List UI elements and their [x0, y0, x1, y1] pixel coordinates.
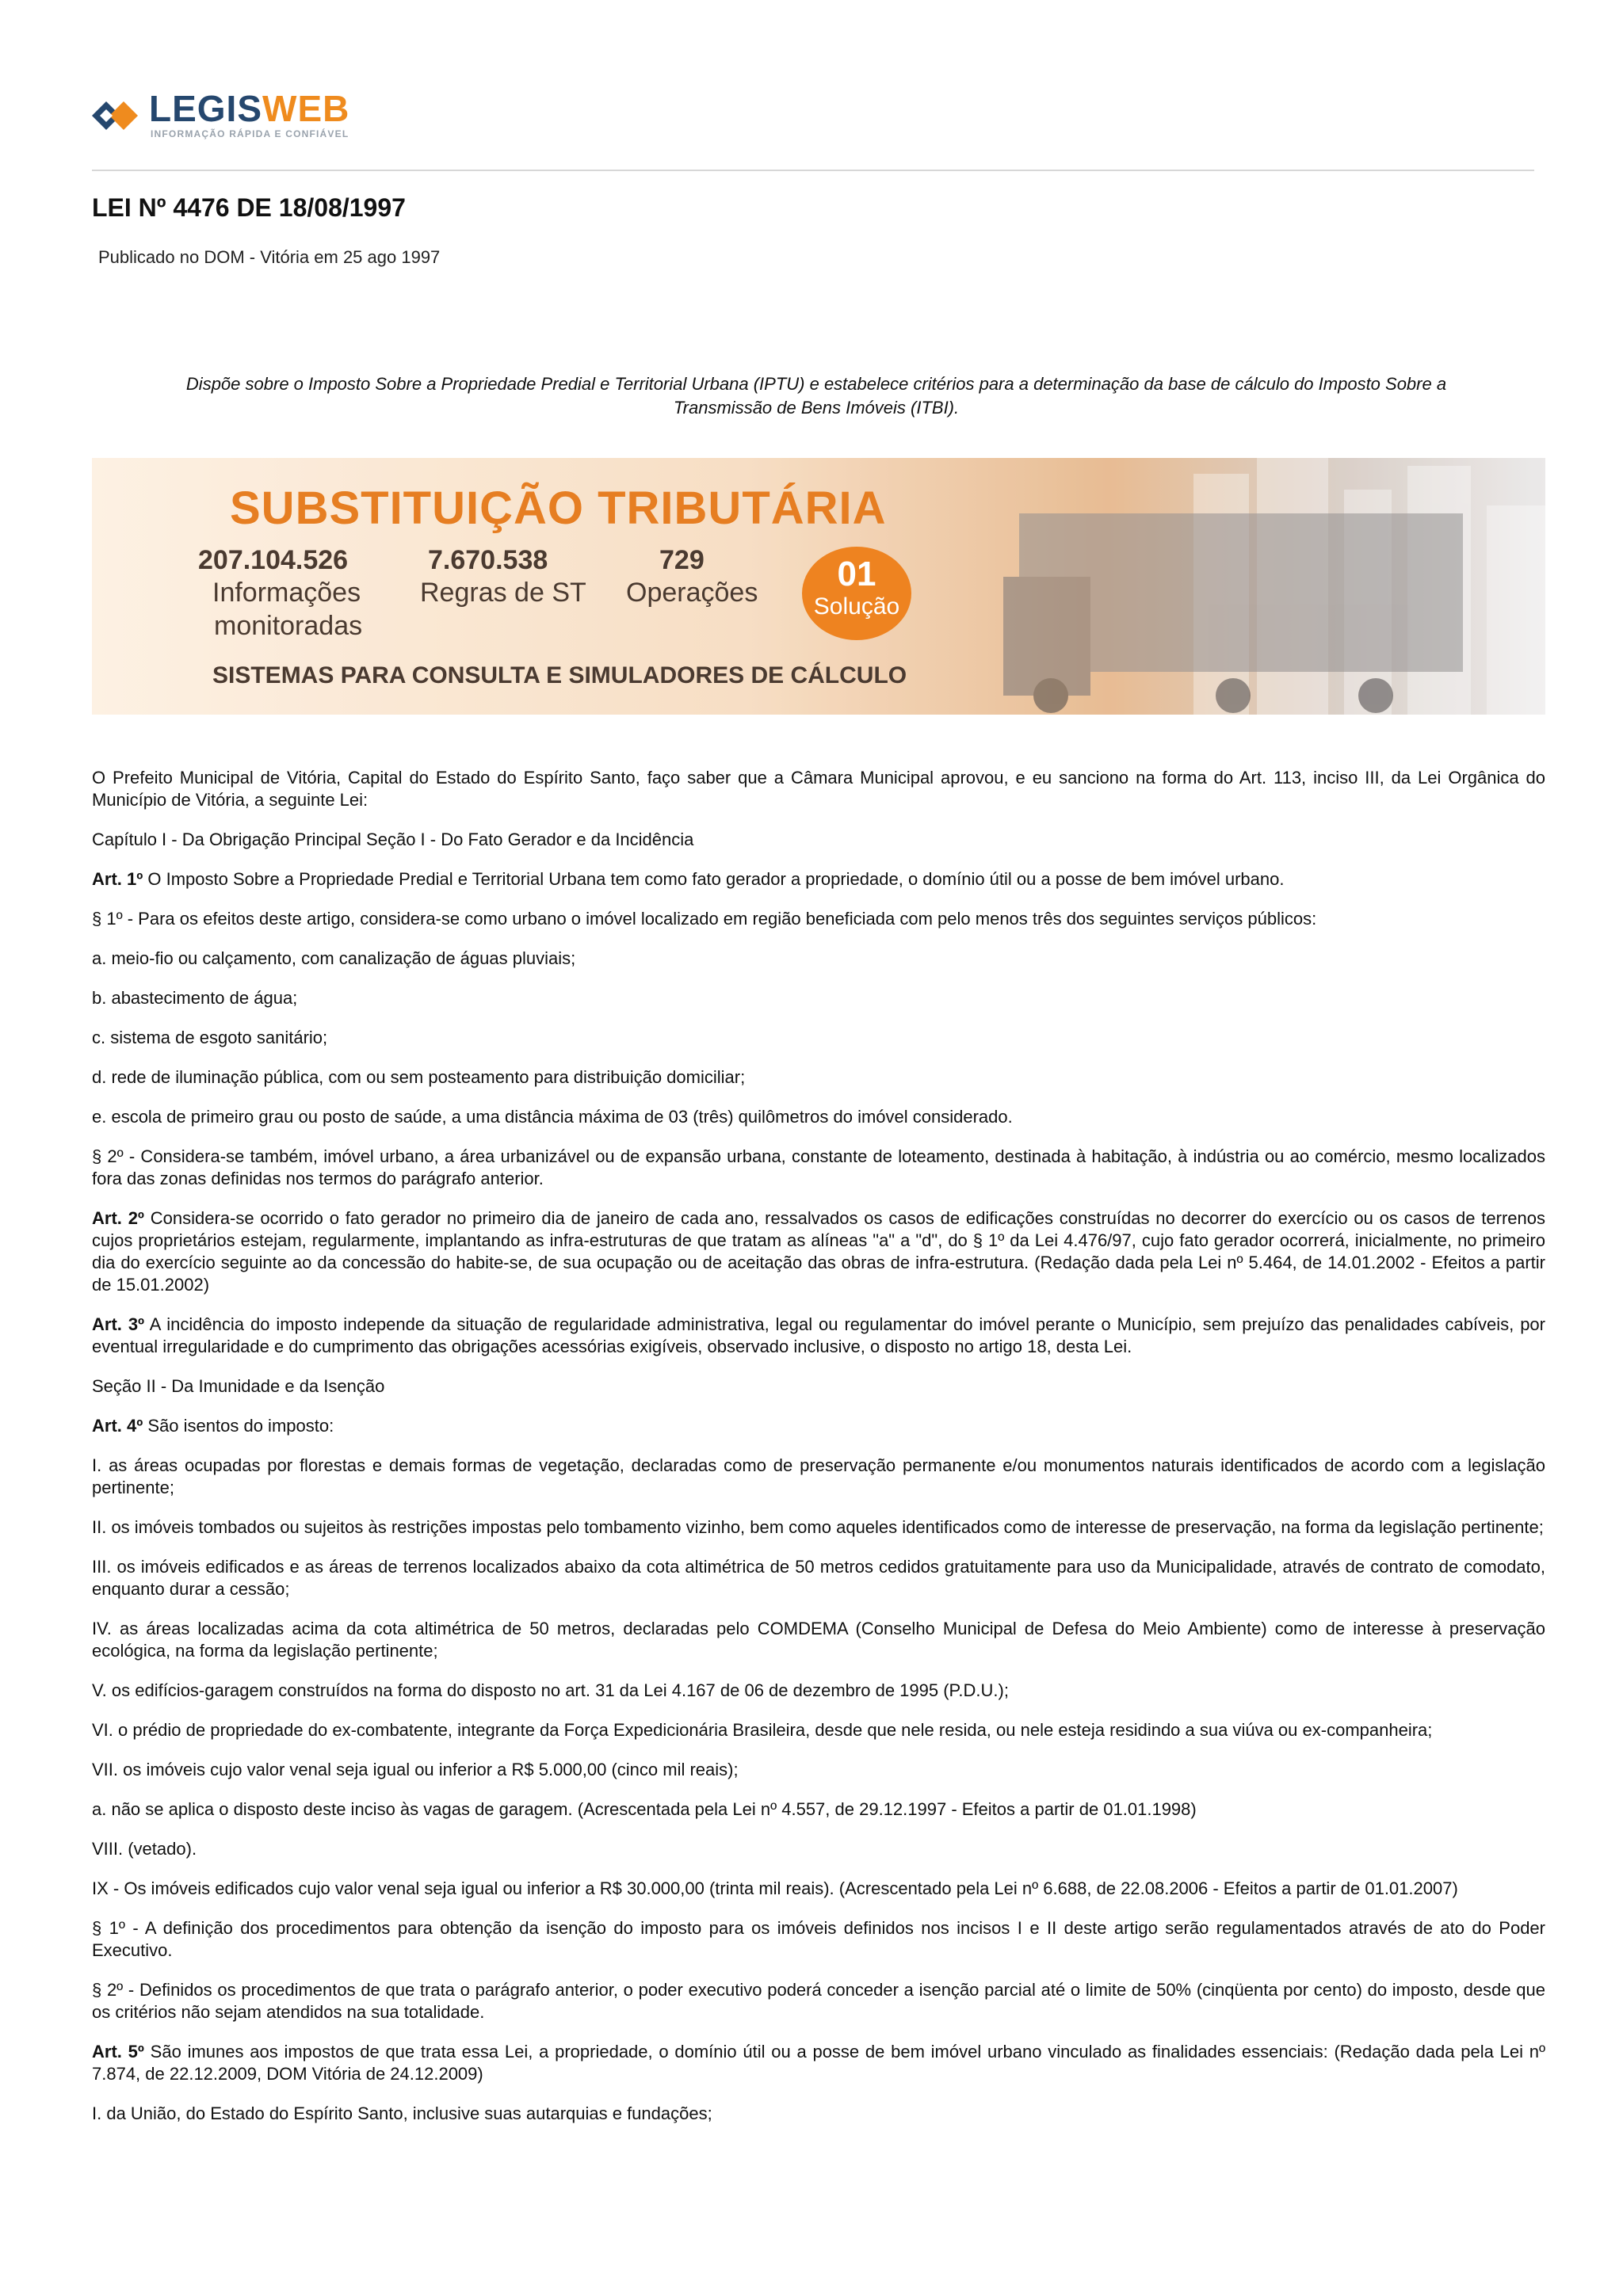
article-1 — [92, 868, 1545, 891]
list-item: VII. os imóveis cujo valor venal seja igual ou inferior a R$ 5.000,00 (cinco mil reais); — [92, 1760, 739, 1779]
ad-banner[interactable] — [92, 458, 1545, 715]
banner-stat-label: Operações — [626, 578, 758, 608]
banner-title: SUBSTITUIÇÃO TRIBUTÁRIA — [230, 482, 887, 534]
article-2 — [92, 1207, 1545, 1296]
list-item: I. as áreas ocupadas por florestas e demais formas de vegetação, declaradas como de preservação permanente e/ou monumentos naturais identificados de acordo com a legislação pertinente; — [92, 1455, 1545, 1497]
list-item: I. da União, do Estado do Espírito Santo, inclusive suas autarquias e fundações; — [92, 2103, 712, 2123]
logo-wordmark — [149, 87, 349, 130]
list-item: d. rede de iluminação pública, com ou sem posteamento para distribuição domiciliar; — [92, 1067, 746, 1087]
banner-stat-number: 7.670.538 — [428, 545, 548, 575]
paragraph: § 2º - Definidos os procedimentos de que trata o parágrafo anterior, o poder executivo poderá conceder a isenção parcial até o limite de 50% (cinqüenta por cento) do imposto, desde que os critérios não sejam atendidos na sua totalidade. — [92, 1980, 1545, 2022]
banner-stat-label: Regras de ST — [420, 578, 586, 608]
header-divider — [92, 170, 1534, 171]
article-4 — [92, 1415, 1545, 1437]
article-text: O Imposto Sobre a Propriedade Predial e Territorial Urbana tem como fato gerador a propriedade, o domínio útil ou a posse de bem imóvel urbano. — [143, 869, 1285, 889]
article-label: Art. 2º — [92, 1208, 144, 1228]
law-body — [92, 767, 1545, 2142]
article-label: Art. 3º — [92, 1314, 145, 1334]
article-text: São isentos do imposto: — [143, 1416, 334, 1436]
banner-stat-number: 207.104.526 — [198, 545, 349, 575]
banner-stat-label: monitoradas — [214, 611, 363, 641]
banner-stat-label: Informações — [212, 578, 361, 608]
paragraph: § 1º - A definição dos procedimentos para obtenção da isenção do imposto para os imóveis definidos nos incisos I e II deste artigo serão regulamentados através de ato do Poder Executivo. — [92, 1918, 1545, 1960]
publication-info: Publicado no DOM - Vitória em 25 ago 1997 — [98, 247, 441, 267]
paragraph: § 1º - Para os efeitos deste artigo, considera-se como urbano o imóvel localizado em região beneficiada com pelo menos três dos seguintes serviços públicos: — [92, 909, 1317, 929]
list-item: VIII. (vetado). — [92, 1839, 197, 1859]
logo-name-legis: LEGIS — [149, 88, 263, 129]
article-label: Art. 5º — [92, 2042, 144, 2061]
list-item: III. os imóveis edificados e as áreas de terrenos localizados abaixo da cota altimétrica de 50 metros cedidos gratuitamente para uso da Municipalidade, através de contrato de comodato, enquanto durar a cessão; — [92, 1557, 1545, 1599]
paragraph: § 2º - Considera-se também, imóvel urbano, a área urbanizável ou de expansão urbana, constante de loteamento, destinada à habitação, à indústria ou ao comércio, mesmo localizados fora das zonas definidas nos termos do parágrafo anterior. — [92, 1146, 1545, 1188]
list-item: a. meio-fio ou calçamento, com canalização de águas pluviais; — [92, 948, 576, 968]
list-item: e. escola de primeiro grau ou posto de saúde, a uma distância máxima de 03 (três) quilômetros do imóvel considerado. — [92, 1107, 1013, 1127]
article-label: Art. 1º — [92, 869, 143, 889]
chapter-heading: Capítulo I - Da Obrigação Principal Seção I - Do Fato Gerador e da Incidência — [92, 830, 694, 849]
article-text: A incidência do imposto independe da situação de regularidade administrativa, legal ou regulamentar do imóvel perante o Município, sem prejuízo das penalidades cabíveis, por eventual irregularidade e do cumprimento das obrigações acessórias exigíveis, observado inclusive, o disposto no artigo 18, desta Lei. — [92, 1314, 1545, 1356]
list-item: b. abastecimento de água; — [92, 988, 298, 1008]
article-text: São imunes aos impostos de que trata essa Lei, a propriedade, o domínio útil ou a posse de bem imóvel urbano vinculado as finalidades essenciais: (Redação dada pela Lei nº 7.874, de 22.12.2009, DOM Vitória de 24.12.2009) — [92, 2042, 1545, 2084]
article-label: Art. 4º — [92, 1416, 143, 1436]
section-heading: Seção II - Da Imunidade e da Isenção — [92, 1376, 385, 1396]
list-item: IV. as áreas localizadas acima da cota altimétrica de 50 metros, declaradas pelo COMDEMA (Conselho Municipal de Defesa do Meio Ambiente) como de interesse à preservação ecológica, na forma da legislação pertinente; — [92, 1619, 1545, 1661]
badge-label: Solução — [813, 593, 900, 620]
legisweb-logo-icon — [89, 92, 141, 138]
banner-solution-badge — [802, 547, 911, 640]
badge-number: 01 — [837, 555, 876, 593]
banner-footer: SISTEMAS PARA CONSULTA E SIMULADORES DE CÁLCULO — [212, 662, 907, 688]
list-item: VI. o prédio de propriedade do ex-combatente, integrante da Força Expedicionária Brasileira, desde que nele resida, ou nele esteja residindo a sua viúva ou ex-companheira; — [92, 1720, 1433, 1740]
article-3 — [92, 1314, 1545, 1358]
logo-tagline: INFORMAÇÃO RÁPIDA E CONFIÁVEL — [151, 128, 349, 139]
list-item: IX - Os imóveis edificados cujo valor venal seja igual ou inferior a R$ 30.000,00 (trinta mil reais). (Acrescentado pela Lei nº 6.688, de 22.08.2006 - Efeitos a partir de 01.01.2007) — [92, 1878, 1458, 1898]
page-title: LEI Nº 4476 DE 18/08/1997 — [92, 193, 406, 222]
article-5 — [92, 2041, 1545, 2085]
list-item: II. os imóveis tombados ou sujeitos às restrições impostas pelo tombamento vizinho, bem como aqueles identificados como de interesse de preservação, na forma da legislação pertinente; — [92, 1517, 1544, 1537]
list-item: c. sistema de esgoto sanitário; — [92, 1028, 328, 1047]
list-item: V. os edifícios-garagem construídos na forma do disposto no art. 31 da Lei 4.167 de 06 de dezembro de 1995 (P.D.U.); — [92, 1680, 1009, 1700]
list-item: a. não se aplica o disposto deste inciso às vagas de garagem. (Acrescentada pela Lei nº 4.557, de 29.12.1997 - Efeitos a partir de 01.01.1998) — [92, 1799, 1197, 1819]
banner-stat-number: 729 — [659, 545, 705, 575]
law-summary: Dispõe sobre o Imposto Sobre a Propriedade Predial e Territorial Urbana (IPTU) e estabelece critérios para a determinação da base de cálculo do Imposto Sobre a Transmissão de Bens Imóveis (ITBI). — [185, 374, 1447, 418]
article-text: Considera-se ocorrido o fato gerador no primeiro dia de janeiro de cada ano, ressalvados os casos de edificações construídas no decorrer do exercício ou os casos de terrenos cujos proprietários estejam, regularmente, implantando as infra-estruturas de que tratam as alíneas "a" a "d", do § 1º da Lei 4.476/97, cujo fato gerador ocorrerá, inicialmente, no primeiro dia do exercício seguinte ao da concessão do habite-se, de sua ocupação ou de aceitação das obras de infra-estrutura. (Redação dada pela Lei nº 5.464, de 14.01.2002 - Efeitos a partir de 15.01.2002) — [92, 1208, 1545, 1295]
intro-paragraph: O Prefeito Municipal de Vitória, Capital do Estado do Espírito Santo, faço saber que a Câmara Municipal aprovou, e eu sanciono na forma do Art. 113, inciso III, da Lei Orgânica do Município de Vitória, a seguinte Lei: — [92, 768, 1545, 810]
logo-name-web: WEB — [262, 88, 350, 129]
